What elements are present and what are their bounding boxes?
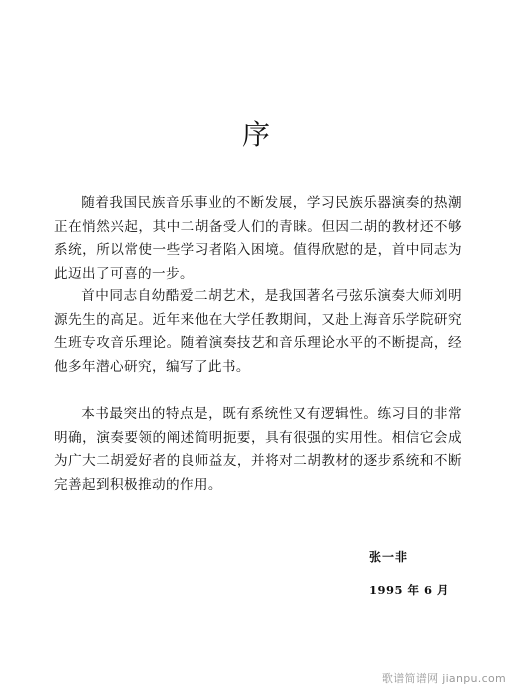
paragraph-3: 本书最突出的特点是，既有系统性又有逻辑性。练习目的非常明确，演奏要领的阐述简明扼要，具有很强的实用性。相信它会成为广大二胡爱好者的良师益友，并将对二胡教材的逐步系统和不断完善起到积极推动的作用。 bbox=[54, 406, 462, 493]
page-title: 序 bbox=[241, 118, 272, 151]
author-signature: 张一非 bbox=[369, 550, 409, 564]
date-line: 1995 年 6 月 bbox=[369, 583, 450, 597]
paragraph-2: 首中同志自幼酷爱二胡艺术，是我国著名弓弦乐演奏大师刘明源先生的高足。近年来他在大学任教期间，又赴上海音乐学院研究生班专攻音乐理论。随着演奏技艺和音乐理论水平的不断提高，经他多年潜心研究，编写了此书。 bbox=[54, 288, 462, 375]
site-watermark: 歌谱简谱网 jianpu.com bbox=[381, 672, 506, 685]
paragraph-1: 随着我国民族音乐事业的不断发展，学习民族乐器演奏的热潮正在悄然兴起，其中二胡备受人们的青睐。但因二胡的教材还不够系统，所以常使一些学习者陷入困境。值得欣慰的是，首中同志为此迈出了可喜的一步。 bbox=[54, 195, 462, 282]
